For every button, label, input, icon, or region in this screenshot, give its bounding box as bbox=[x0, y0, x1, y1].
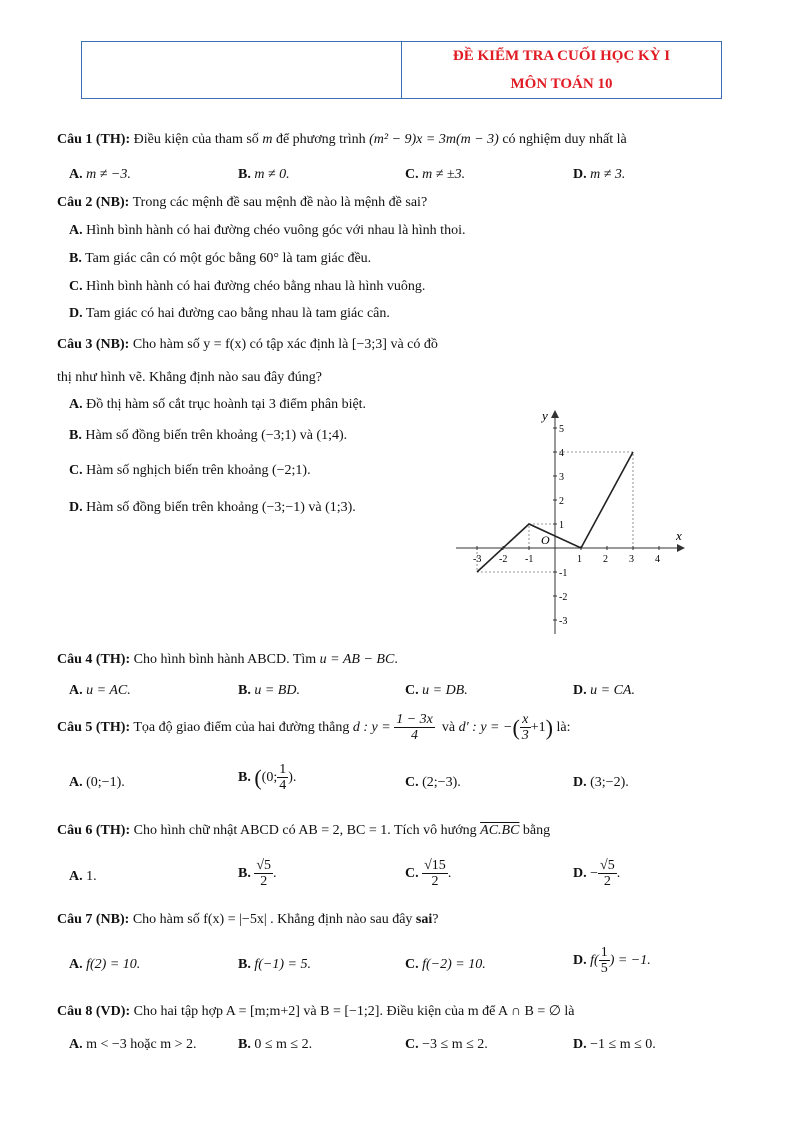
q3-stem-line1 bbox=[57, 337, 438, 353]
q2-label: Câu 2 (NB): bbox=[57, 195, 130, 210]
x-tick-label-2: 2 bbox=[603, 554, 608, 565]
q8-option-d[interactable]: D. −1 ≤ m ≤ 0. bbox=[573, 1037, 656, 1052]
q5-label: Câu 5 (TH): bbox=[57, 720, 131, 736]
q1-label: Câu 1 (TH): bbox=[57, 132, 131, 147]
q6-label: Câu 6 (TH): bbox=[57, 823, 131, 838]
q6-option-a[interactable]: A. 1. bbox=[69, 869, 97, 884]
q5-option-a[interactable]: A. (0;−1). bbox=[69, 775, 125, 790]
q2-option-c[interactable]: C. Hình bình hành có hai đường chéo bằng nhau là hình vuông. bbox=[69, 279, 426, 294]
q5-line-d-prefix: d : y = bbox=[352, 720, 391, 736]
q3-stem-line2: thị như hình vẽ. Khẳng định nào sau đây đúng? bbox=[57, 370, 322, 385]
q6-option-c[interactable]: C. $\frac{√15}{2}$ . bbox=[405, 858, 452, 890]
q3-option-c[interactable]: C. Hàm số nghịch biến trên khoảng (−2;1). bbox=[69, 463, 311, 478]
q1-var: m bbox=[262, 132, 273, 147]
q5-and: và bbox=[441, 720, 456, 736]
q8-label: Câu 8 (VD): bbox=[57, 1004, 131, 1019]
y-tick-label-3: 3 bbox=[559, 472, 564, 483]
q6-text-b: bằng bbox=[519, 823, 551, 838]
q4-option-a[interactable]: A. u = AC. bbox=[69, 683, 131, 698]
y-tick-label--1: -1 bbox=[559, 568, 568, 579]
y-axis-label: y bbox=[542, 408, 548, 423]
q7-option-d[interactable]: D. f( $\frac{1}{5}$ ) = −1. bbox=[573, 945, 651, 977]
x-tick-label--3: -3 bbox=[473, 554, 482, 565]
q7-label: Câu 7 (NB): bbox=[57, 912, 130, 927]
q5-line-d2-suffix: +1 bbox=[530, 720, 546, 736]
q3-option-d[interactable]: D. Hàm số đồng biến trên khoảng (−3;−1) và (1;3). bbox=[69, 500, 356, 515]
q5-line-d2-prefix: d′ : y = − bbox=[458, 720, 513, 736]
exam-title: ĐỀ KIỂM TRA CUỐI HỌC KỲ I bbox=[452, 48, 671, 64]
q8-text: Cho hai tập hợp A = [m;m+2] và B = [−1;2]. Điều kiện của m để A ∩ B = ∅ là bbox=[130, 1004, 575, 1019]
q1-option-b[interactable]: B. m ≠ 0. bbox=[238, 167, 290, 182]
q4-formula: u = AB − BC bbox=[319, 652, 395, 667]
q6-option-b[interactable]: B. $\frac{√5}{2}$ . bbox=[238, 858, 277, 890]
q1-option-a[interactable]: A. m ≠ −3. bbox=[69, 167, 131, 182]
q1-text-c: có nghiệm duy nhất là bbox=[498, 132, 627, 147]
q7-stem bbox=[57, 912, 438, 928]
q7-sai: sai bbox=[415, 912, 433, 927]
origin-label: O bbox=[541, 533, 550, 547]
q1-text-b: để phương trình bbox=[272, 132, 370, 147]
y-tick-label-1: 1 bbox=[559, 520, 564, 531]
y-tick-label-4: 4 bbox=[559, 448, 564, 459]
exam-subject: MÔN TOÁN 10 bbox=[510, 76, 613, 92]
q3-text-a: Cho hàm số y = f(x) có tập xác định là [−3;3] và có đồ bbox=[129, 337, 438, 352]
q7-option-a[interactable]: A. f(2) = 10. bbox=[69, 957, 141, 972]
q1-text-a: Điều kiện của tham số bbox=[130, 132, 263, 147]
q2-option-b[interactable]: B. Tam giác cân có một góc bằng 60° là tam giác đều. bbox=[69, 251, 372, 266]
header-left-cell bbox=[82, 42, 402, 98]
q5-text: Tọa độ giao điểm của hai đường thẳng bbox=[130, 720, 353, 736]
q1-option-d[interactable]: D. m ≠ 3. bbox=[573, 167, 626, 182]
q4-option-b[interactable]: B. u = BD. bbox=[238, 683, 300, 698]
q4-option-c[interactable]: C. u = DB. bbox=[405, 683, 468, 698]
x-tick-label--2: -2 bbox=[499, 554, 508, 565]
q2-option-a[interactable]: A. Hình bình hành có hai đường chéo vuông góc với nhau là hình thoi. bbox=[69, 223, 466, 238]
x-tick-label-3: 3 bbox=[629, 554, 634, 565]
q3-function-graph bbox=[448, 408, 688, 638]
q5-option-b[interactable]: B. ((0; $\frac{1}{4}$ ). bbox=[238, 762, 297, 794]
q6-vector-product: AC.BC bbox=[480, 823, 520, 838]
q5-option-d[interactable]: D. (3;−2). bbox=[573, 775, 629, 790]
q6-stem bbox=[57, 823, 550, 839]
x-tick-label-1: 1 bbox=[577, 554, 582, 565]
q1-equation: (m² − 9)x = 3m(m − 3) bbox=[369, 132, 499, 147]
exam-header bbox=[81, 41, 722, 99]
q6-text-a: Cho hình chữ nhật ABCD có AB = 2, BC = 1. Tích vô hướng bbox=[130, 823, 481, 838]
header-right-cell bbox=[402, 42, 721, 98]
q8-stem bbox=[57, 1003, 575, 1020]
y-tick-label--2: -2 bbox=[559, 592, 568, 603]
y-tick-label--3: -3 bbox=[559, 616, 568, 627]
q5-option-c[interactable]: C. (2;−3). bbox=[405, 775, 461, 790]
q5-line-d-fraction: $\frac{1 - 3x}{4}$ bbox=[396, 712, 433, 744]
q3-option-b[interactable]: B. Hàm số đồng biến trên khoảng (−3;1) và (1;4). bbox=[69, 428, 348, 443]
q4-text: Cho hình bình hành ABCD. Tìm bbox=[130, 652, 320, 667]
q8-option-b[interactable]: B. 0 ≤ m ≤ 2. bbox=[238, 1037, 313, 1052]
x-tick-label--1: -1 bbox=[525, 554, 534, 565]
q3-label: Câu 3 (NB): bbox=[57, 337, 130, 352]
x-tick-label-4: 4 bbox=[655, 554, 660, 565]
q7-option-b[interactable]: B. f(−1) = 5. bbox=[238, 957, 311, 972]
q3-option-a[interactable]: A. Đồ thị hàm số cắt trục hoành tại 3 điểm phân biệt. bbox=[69, 397, 367, 412]
q7-text-b: ? bbox=[432, 912, 439, 927]
q1-option-c[interactable]: C. m ≠ ±3. bbox=[405, 167, 466, 182]
q5-stem: Câu 5 (TH): Tọa độ giao điểm của hai đường thẳng d : y = $\frac{1 - 3x}{4}$ và d′ : y = −( $\frac{x}{3}$ +1) là: bbox=[57, 712, 571, 744]
q5-end: là: bbox=[556, 720, 571, 736]
q8-option-a[interactable]: A. m < −3 hoặc m > 2. bbox=[69, 1037, 197, 1052]
q2-option-d[interactable]: D. Tam giác có hai đường cao bằng nhau là tam giác cân. bbox=[69, 306, 390, 321]
q8-option-c[interactable]: C. −3 ≤ m ≤ 2. bbox=[405, 1037, 488, 1052]
q4-option-d[interactable]: D. u = CA. bbox=[573, 683, 635, 698]
y-tick-label-5: 5 bbox=[559, 424, 564, 435]
y-tick-label-2: 2 bbox=[559, 496, 564, 507]
q7-option-c[interactable]: C. f(−2) = 10. bbox=[405, 957, 486, 972]
q2-text: Trong các mệnh đề sau mệnh đề nào là mệnh đề sai? bbox=[129, 195, 428, 210]
q2-stem bbox=[57, 195, 427, 211]
q1-stem bbox=[57, 132, 627, 148]
q5-line-d2-fraction: $\frac{x}{3}$ bbox=[521, 712, 529, 744]
x-axis-label: x bbox=[676, 528, 682, 543]
q4-label: Câu 4 (TH): bbox=[57, 652, 131, 667]
q4-stem: Câu 4 (TH): Cho hình bình hành ABCD. Tìm u = AB − BC. bbox=[57, 652, 398, 667]
q7-text-a: Cho hàm số f(x) = |−5x| . Khẳng định nào sau đây bbox=[129, 912, 416, 927]
q6-option-d[interactable]: D. − $\frac{√5}{2}$ . bbox=[573, 858, 621, 890]
